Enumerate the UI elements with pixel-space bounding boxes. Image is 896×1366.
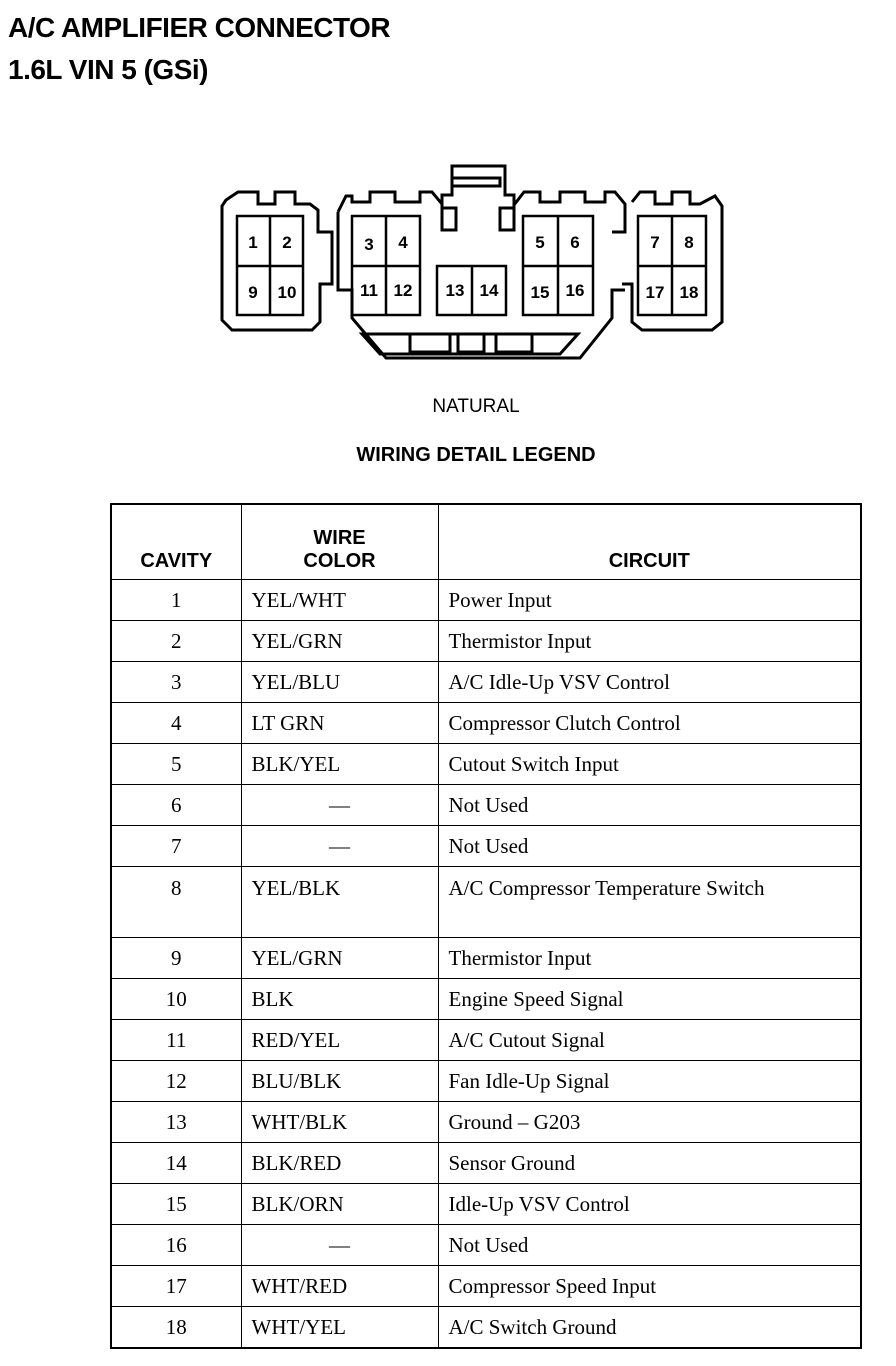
wire-color-cell: WHT/BLK	[241, 1102, 438, 1143]
table-row	[111, 580, 861, 621]
circuit-cell: Not Used	[438, 1225, 861, 1266]
cavity-10: 10	[277, 283, 297, 302]
cavity-12: 12	[393, 281, 413, 300]
cavity-cell: 11	[111, 1020, 241, 1061]
cavity-11: 11	[360, 281, 378, 300]
wire-color-cell: LT GRN	[241, 703, 438, 744]
cavity-cell: 12	[111, 1061, 241, 1102]
wire-color-cell: BLU/BLK	[241, 1061, 438, 1102]
cavity-3: 3	[364, 235, 374, 254]
wiring-legend-table	[110, 503, 862, 1349]
wire-color-cell: YEL/GRN	[241, 938, 438, 979]
wire-color-cell: YEL/BLU	[241, 662, 438, 703]
header-wire-line1: WIRE	[313, 527, 366, 549]
cavity-cell: 4	[111, 703, 241, 744]
header-wire-color	[241, 504, 438, 580]
table-row	[111, 867, 861, 938]
circuit-cell: A/C Cutout Signal	[438, 1020, 861, 1061]
circuit-cell: A/C Switch Ground	[438, 1307, 861, 1349]
circuit-cell: Power Input	[438, 580, 861, 621]
wire-color-cell: WHT/RED	[241, 1266, 438, 1307]
table-row	[111, 1143, 861, 1184]
cavity-cell: 1	[111, 580, 241, 621]
page-title: A/C AMPLIFIER CONNECTOR	[8, 12, 391, 43]
connector-color-label: NATURAL	[432, 396, 520, 417]
table-row	[111, 938, 861, 979]
cavity-14: 14	[479, 281, 499, 300]
cavity-4: 4	[398, 233, 408, 252]
cavity-6: 6	[570, 233, 580, 252]
cavity-cell: 2	[111, 621, 241, 662]
cavity-7: 7	[650, 233, 660, 252]
circuit-cell: A/C Compressor Temperature Switch	[438, 867, 861, 938]
cavity-cell: 3	[111, 662, 241, 703]
circuit-cell: Thermistor Input	[438, 938, 861, 979]
cavity-16: 16	[565, 281, 585, 300]
wire-color-cell: BLK/ORN	[241, 1184, 438, 1225]
cavity-grid	[237, 216, 706, 315]
header-wire-line2: COLOR	[303, 550, 376, 572]
circuit-cell: Idle-Up VSV Control	[438, 1184, 861, 1225]
circuit-cell: Not Used	[438, 826, 861, 867]
table-row	[111, 621, 861, 662]
cavity-cell: 5	[111, 744, 241, 785]
header-circuit: CIRCUIT	[438, 504, 861, 580]
legend-title: WIRING DETAIL LEGEND	[356, 444, 596, 466]
table-header-row	[111, 504, 861, 580]
circuit-cell: Engine Speed Signal	[438, 979, 861, 1020]
circuit-cell: Compressor Clutch Control	[438, 703, 861, 744]
wire-color-cell: WHT/YEL	[241, 1307, 438, 1349]
wire-color-cell: BLK	[241, 979, 438, 1020]
table-row	[111, 785, 861, 826]
cavity-5: 5	[535, 233, 545, 252]
wire-color-cell: YEL/WHT	[241, 580, 438, 621]
circuit-cell: Not Used	[438, 785, 861, 826]
cavity-15: 15	[530, 283, 550, 302]
cavity-17: 17	[645, 283, 665, 302]
wire-color-cell: —	[241, 826, 438, 867]
cavity-cell: 7	[111, 826, 241, 867]
cavity-8: 8	[684, 233, 694, 252]
cavity-1: 1	[248, 233, 258, 252]
table-row	[111, 1184, 861, 1225]
table-row	[111, 979, 861, 1020]
cavity-13: 13	[445, 281, 465, 300]
wire-color-cell: RED/YEL	[241, 1020, 438, 1061]
table-row	[111, 1061, 861, 1102]
cavity-cell: 15	[111, 1184, 241, 1225]
cavity-18: 18	[679, 283, 699, 302]
page-subtitle: 1.6L VIN 5 (GSi)	[8, 54, 208, 85]
table-row	[111, 1266, 861, 1307]
wire-color-cell: BLK/RED	[241, 1143, 438, 1184]
circuit-cell: Cutout Switch Input	[438, 744, 861, 785]
cavity-cell: 6	[111, 785, 241, 826]
wire-color-cell: —	[241, 785, 438, 826]
circuit-cell: Compressor Speed Input	[438, 1266, 861, 1307]
cavity-cell: 18	[111, 1307, 241, 1349]
table-row	[111, 703, 861, 744]
cavity-cell: 16	[111, 1225, 241, 1266]
circuit-cell: Sensor Ground	[438, 1143, 861, 1184]
cavity-cell: 13	[111, 1102, 241, 1143]
wire-color-cell: YEL/BLK	[241, 867, 438, 938]
wire-color-cell: YEL/GRN	[241, 621, 438, 662]
cavity-cell: 9	[111, 938, 241, 979]
circuit-cell: Thermistor Input	[438, 621, 861, 662]
circuit-cell: A/C Idle-Up VSV Control	[438, 662, 861, 703]
cavity-cell: 17	[111, 1266, 241, 1307]
cavity-cell: 10	[111, 979, 241, 1020]
table-row	[111, 1102, 861, 1143]
table-row	[111, 1020, 861, 1061]
table-row	[111, 1307, 861, 1349]
circuit-cell: Fan Idle-Up Signal	[438, 1061, 861, 1102]
cavity-cell: 8	[111, 867, 241, 938]
cavity-9: 9	[248, 283, 258, 302]
table-row	[111, 662, 861, 703]
connector-diagram	[0, 0, 896, 400]
connector-housing	[222, 166, 722, 358]
cavity-cell: 14	[111, 1143, 241, 1184]
circuit-cell: Ground – G203	[438, 1102, 861, 1143]
table-row	[111, 826, 861, 867]
cavity-2: 2	[282, 233, 292, 252]
wire-color-cell: BLK/YEL	[241, 744, 438, 785]
table-row	[111, 1225, 861, 1266]
wire-color-cell: —	[241, 1225, 438, 1266]
header-cavity: CAVITY	[111, 504, 241, 580]
table-row	[111, 744, 861, 785]
